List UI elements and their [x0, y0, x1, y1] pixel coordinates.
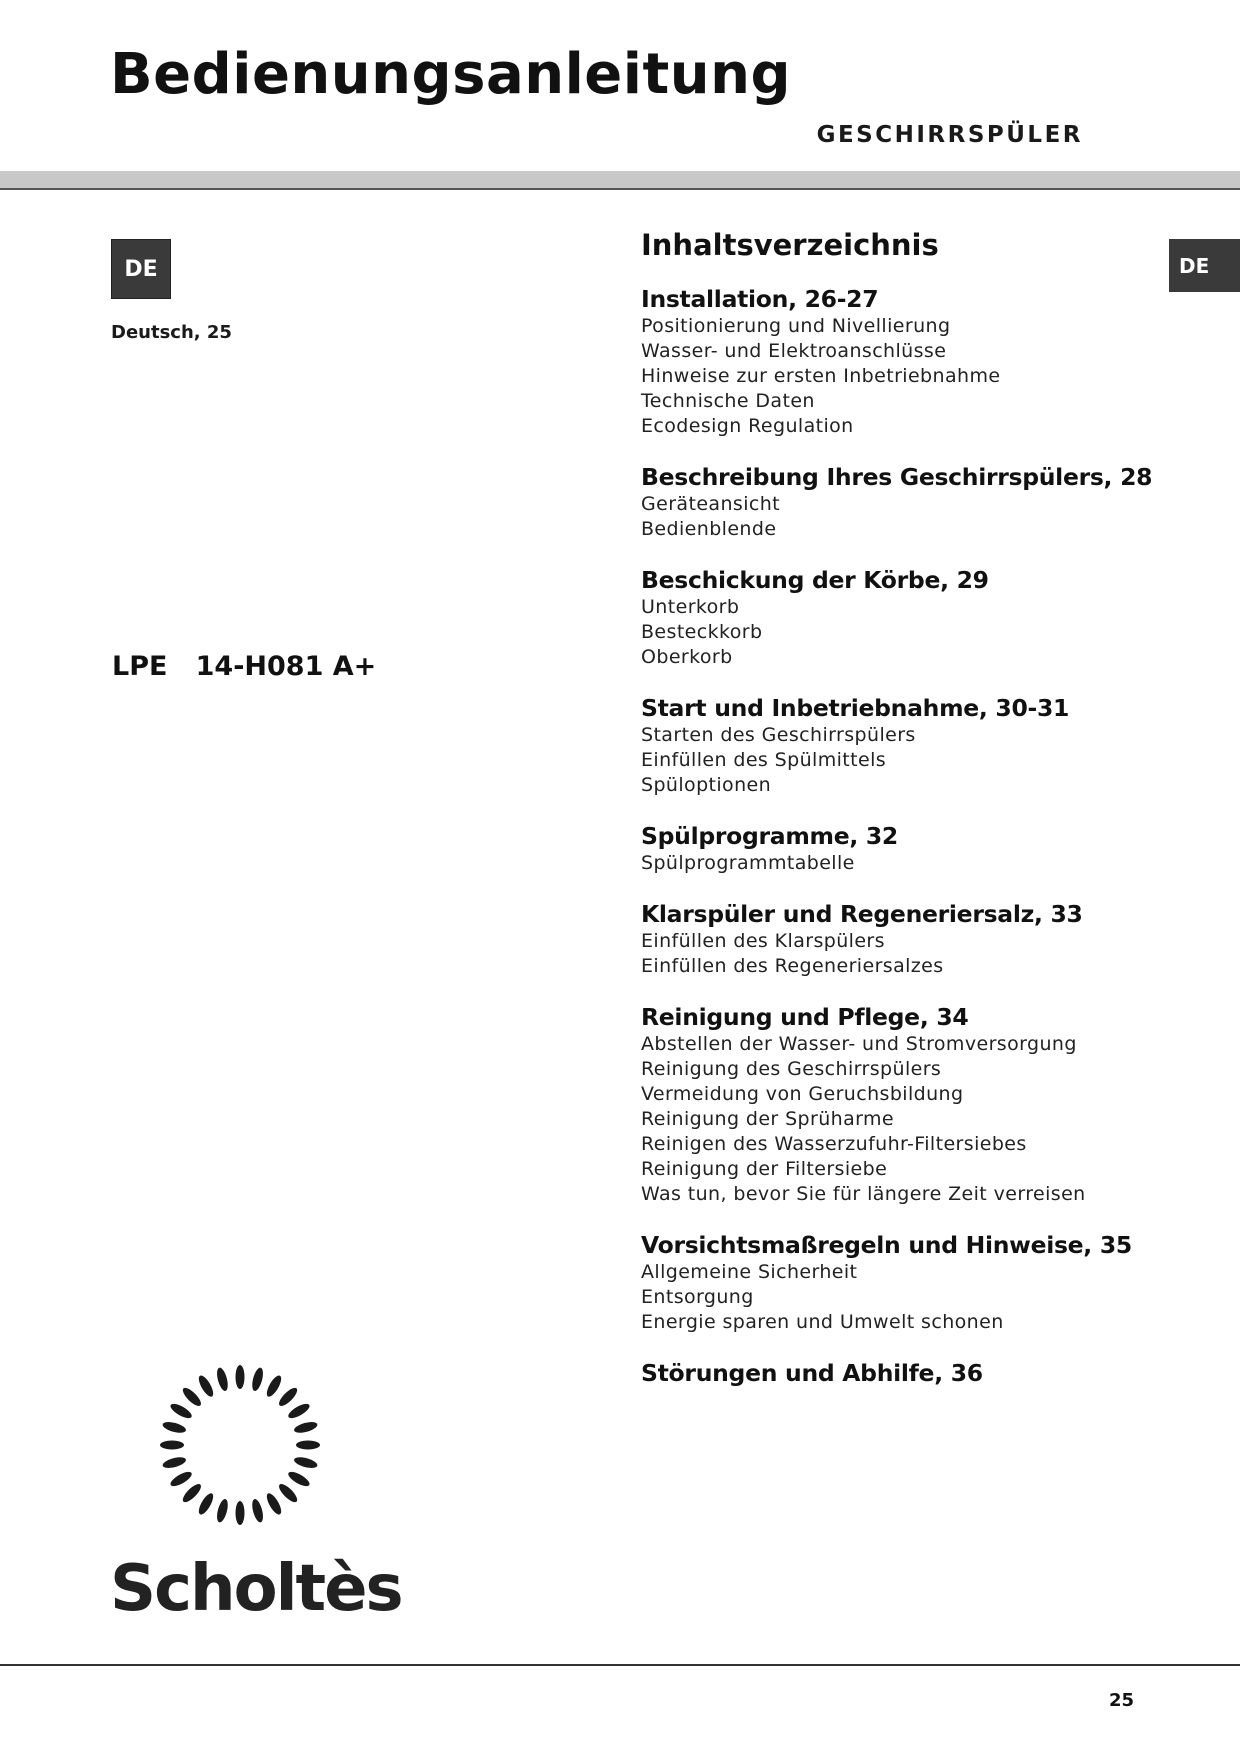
toc-section-heading: Reinigung und Pflege, 34: [641, 1003, 969, 1031]
toc-section: [641, 1002, 1141, 1207]
toc-item: Technische Daten: [641, 390, 815, 412]
toc-item-list: [641, 492, 1141, 542]
logo-petal: [276, 1481, 299, 1504]
toc-item: Besteckkorb: [641, 621, 763, 643]
logo-petal: [196, 1491, 216, 1516]
language-badge: DE: [111, 239, 171, 299]
logo-petal: [286, 1469, 311, 1489]
toc-section-heading: Installation, 26-27: [641, 285, 879, 313]
logo-petal: [162, 1420, 188, 1435]
toc-item: Energie sparen und Umwelt schonen: [641, 1311, 1004, 1333]
toc-section-heading: Beschreibung Ihres Geschirrspülers, 28: [641, 463, 1153, 491]
logo-petal: [180, 1481, 203, 1504]
logo-petal: [168, 1401, 193, 1421]
toc-item: Bedienblende: [641, 518, 777, 540]
logo-petal: [296, 1441, 320, 1450]
logo-petal: [250, 1367, 265, 1393]
toc-item: Reinigen des Wasserzufuhr-Filtersiebes: [641, 1133, 1027, 1155]
toc-section: [641, 284, 1141, 439]
toc-section-heading: Start und Inbetriebnahme, 30-31: [641, 694, 1070, 722]
toc-item: Reinigung der Filtersiebe: [641, 1158, 888, 1180]
toc-section-heading: Vorsichtsmaßregeln und Hinweise, 35: [641, 1231, 1132, 1259]
toc-item: Einfüllen des Klarspülers: [641, 930, 885, 952]
model-number: LPE 14-H081 A+: [112, 651, 377, 682]
toc-item: Starten des Geschirrspülers: [641, 724, 916, 746]
toc-item: Vermeidung von Geruchsbildung: [641, 1083, 964, 1105]
table-of-contents: [641, 228, 1153, 1411]
language-reference: Deutsch, 25: [111, 322, 232, 343]
toc-section: [641, 693, 1141, 798]
header-divider-bar: [0, 171, 1240, 190]
toc-item: Positionierung und Nivellierung: [641, 315, 951, 337]
toc-section: [641, 899, 1141, 979]
logo-petal: [236, 1365, 245, 1389]
toc-item: Unterkorb: [641, 596, 740, 618]
toc-item: Spülprogrammtabelle: [641, 852, 855, 874]
toc-item: Oberkorb: [641, 646, 733, 668]
toc-section: [641, 462, 1153, 542]
toc-item: Einfüllen des Spülmittels: [641, 749, 887, 771]
toc-item: Allgemeine Sicherheit: [641, 1261, 858, 1283]
toc-section-heading: Klarspüler und Regeneriersalz, 33: [641, 900, 1083, 928]
toc-section: [641, 1230, 1141, 1335]
toc-item-list: [641, 851, 1141, 876]
document-title: Bedienungsanleitung: [110, 42, 792, 107]
toc-item-list: [641, 595, 1141, 670]
language-tab: DE: [1169, 239, 1240, 292]
logo-petal: [264, 1491, 284, 1516]
toc-item: Spüloptionen: [641, 774, 772, 796]
toc-section-heading: Störungen und Abhilfe, 36: [641, 1359, 983, 1387]
page-number: 25: [1109, 1690, 1135, 1711]
footer-divider: [0, 1664, 1240, 1666]
logo-petal: [215, 1498, 230, 1524]
toc-item: Geräteansicht: [641, 493, 781, 515]
toc-item-list: [641, 1260, 1141, 1335]
toc-item: Wasser- und Elektroanschlüsse: [641, 340, 947, 362]
toc-item: Reinigung der Sprüharme: [641, 1108, 895, 1130]
logo-petal: [286, 1401, 311, 1421]
toc-sections: [641, 284, 1153, 1388]
logo-petal: [196, 1373, 216, 1398]
brand-logo-text: Scholtès: [110, 1552, 402, 1626]
toc-item: Einfüllen des Regeneriersalzes: [641, 955, 944, 977]
toc-section: [641, 821, 1141, 876]
logo-petal: [250, 1498, 265, 1524]
toc-item: Reinigung des Geschirrspülers: [641, 1058, 942, 1080]
logo-petal: [180, 1385, 203, 1408]
toc-item-list: [641, 723, 1141, 798]
logo-petal: [162, 1455, 188, 1470]
document-subtitle: GESCHIRRSPÜLER: [816, 122, 1083, 148]
toc-section-heading: Beschickung der Körbe, 29: [641, 566, 989, 594]
toc-item-list: [641, 1032, 1141, 1207]
toc-item-list: [641, 929, 1141, 979]
toc-item: Ecodesign Regulation: [641, 415, 854, 437]
toc-item: Hinweise zur ersten Inbetriebnahme: [641, 365, 1001, 387]
logo-petal: [276, 1385, 299, 1408]
logo-petal: [215, 1367, 230, 1393]
logo-petal: [236, 1501, 245, 1525]
toc-item: Abstellen der Wasser- und Stromversorgung: [641, 1033, 1077, 1055]
toc-section: [641, 1358, 1141, 1388]
toc-section: [641, 565, 1141, 670]
toc-title: Inhaltsverzeichnis: [641, 228, 939, 262]
logo-petal: [293, 1420, 319, 1435]
toc-section-heading: Spülprogramme, 32: [641, 822, 898, 850]
logo-petal: [264, 1373, 284, 1398]
toc-item: Was tun, bevor Sie für längere Zeit verreisen: [641, 1183, 1086, 1205]
logo-petal: [160, 1441, 184, 1450]
toc-item: Entsorgung: [641, 1286, 754, 1308]
logo-petal: [293, 1455, 319, 1470]
logo-petal: [168, 1469, 193, 1489]
toc-item-list: [641, 314, 1141, 439]
